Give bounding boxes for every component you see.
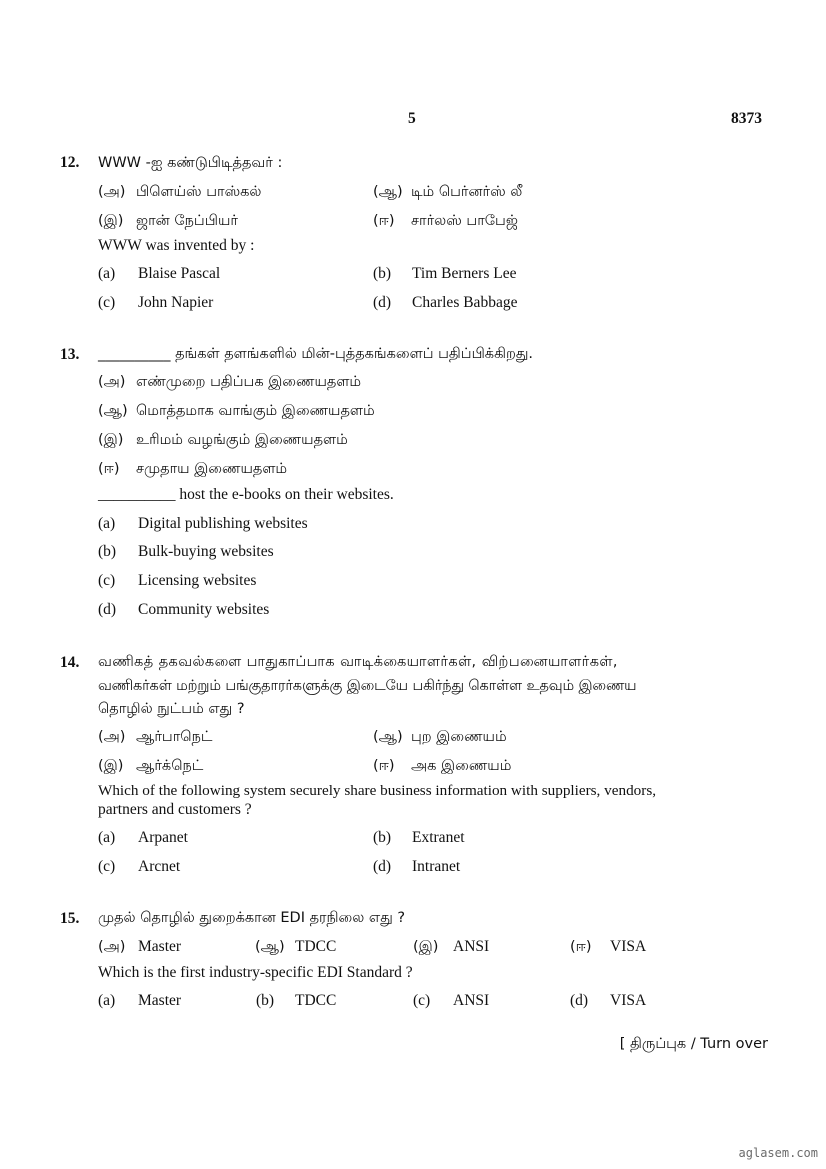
option-label: (b) — [256, 992, 275, 1009]
question-english-line: Which of the following system securely share business information with suppliers, vendors, — [98, 782, 657, 799]
option-text: ஜான் நேப்பியர் — [136, 213, 238, 229]
option-text: எண்முறை பதிப்பக இணையதளம் — [136, 374, 362, 390]
question-tamil-line: வணிகர்கள் மற்றும் பங்குதாரர்களுக்கு இடையே பகிர்ந்து கொள்ள உதவும் இணைய — [98, 678, 637, 694]
option-label: (இ) — [413, 939, 439, 955]
option-label: (c) — [98, 572, 116, 589]
page-number: 5 — [408, 110, 416, 127]
option-text: Tim Berners Lee — [412, 265, 517, 282]
question-number: 12. — [60, 154, 80, 171]
option-text: TDCC — [295, 938, 337, 955]
option-text: உரிமம் வழங்கும் இணையதளம் — [136, 432, 348, 448]
option-label: (a) — [98, 829, 116, 846]
question-english: __________ host the e-books on their websites. — [98, 486, 394, 503]
option-label: (இ) — [98, 213, 124, 229]
option-text: Licensing websites — [138, 572, 257, 589]
option-text: ஆர்பாநெட் — [136, 729, 213, 745]
question-number: 15. — [60, 910, 80, 927]
option-text: Charles Babbage — [412, 294, 518, 311]
option-label: (ஆ) — [373, 184, 403, 200]
option-label: (d) — [98, 601, 117, 618]
option-text: Arpanet — [138, 829, 188, 846]
option-text: புற இணையம் — [411, 729, 507, 745]
option-label: (d) — [373, 294, 392, 311]
option-text: Arcnet — [138, 858, 181, 875]
option-label: (இ) — [98, 758, 124, 774]
option-text: மொத்தமாக வாங்கும் இணையதளம் — [136, 403, 375, 419]
option-text: TDCC — [295, 992, 337, 1009]
turn-over-note: [ திருப்புக / Turn over — [619, 1036, 768, 1052]
option-text: ANSI — [453, 938, 490, 955]
option-text: Extranet — [412, 829, 465, 846]
question-english: Which is the first industry-specific EDI Standard ? — [98, 964, 413, 981]
option-label: (அ) — [98, 939, 126, 955]
option-text: John Napier — [138, 294, 214, 311]
option-text: பிளெய்ஸ் பாஸ்கல் — [136, 184, 262, 200]
option-text: Digital publishing websites — [138, 515, 308, 532]
option-text: Community websites — [138, 601, 270, 618]
question-tamil: முதல் தொழில் துறைக்கான EDI தரநிலை எது ? — [98, 910, 406, 926]
option-label: (ஈ) — [373, 758, 395, 774]
option-label: (d) — [570, 992, 589, 1009]
option-label: (b) — [373, 265, 392, 282]
option-label: (ஆ) — [98, 403, 128, 419]
question-tamil-line: தொழில் நுட்பம் எது ? — [98, 701, 245, 717]
option-label: (c) — [98, 294, 116, 311]
option-label: (c) — [98, 858, 116, 875]
option-text: டிம் பெர்னர்ஸ் லீ — [411, 184, 523, 200]
option-label: (c) — [413, 992, 431, 1009]
option-label: (b) — [98, 543, 117, 560]
option-label: (b) — [373, 829, 392, 846]
option-text: Master — [138, 938, 182, 955]
option-label: (ஈ) — [373, 213, 395, 229]
paper-code: 8373 — [731, 110, 762, 127]
option-text: Blaise Pascal — [138, 265, 221, 282]
option-text: VISA — [610, 938, 647, 955]
question-tamil-line: வணிகத் தகவல்களை பாதுகாப்பாக வாடிக்கையாளர்கள், விற்பனையாளர்கள், — [98, 654, 618, 670]
option-label: (d) — [373, 858, 392, 875]
option-text: ANSI — [453, 992, 490, 1009]
option-label: (ஈ) — [570, 939, 592, 955]
option-label: (ஈ) — [98, 461, 120, 477]
option-label: (a) — [98, 992, 116, 1009]
question-tamil: WWW -ஐ கண்டுபிடித்தவர் : — [98, 155, 283, 171]
option-label: (இ) — [98, 432, 124, 448]
option-label: (a) — [98, 515, 116, 532]
option-text: Master — [138, 992, 182, 1009]
option-label: (அ) — [98, 374, 126, 390]
option-text: Bulk-buying websites — [138, 543, 274, 560]
source-watermark: aglasem.com — [738, 1146, 818, 1160]
option-text: அக இணையம் — [411, 758, 512, 774]
question-number: 14. — [60, 654, 80, 671]
option-text: சார்லஸ் பாபேஜ் — [411, 213, 518, 229]
question-number: 13. — [60, 346, 80, 363]
option-label: (ஆ) — [373, 729, 403, 745]
question-english: WWW was invented by : — [98, 237, 255, 254]
option-text: VISA — [610, 992, 647, 1009]
option-text: சமுதாய இணையதளம் — [136, 461, 288, 477]
option-text: ஆர்க்நெட் — [136, 758, 204, 774]
option-text: Intranet — [412, 858, 461, 875]
option-label: (ஆ) — [255, 939, 285, 955]
option-label: (a) — [98, 265, 116, 282]
option-label: (அ) — [98, 729, 126, 745]
question-tamil: __________ தங்கள் தளங்களில் மின்-புத்தகங்களைப் பதிப்பிக்கிறது. — [98, 346, 533, 362]
option-label: (அ) — [98, 184, 126, 200]
question-english-line: partners and customers ? — [98, 801, 252, 818]
